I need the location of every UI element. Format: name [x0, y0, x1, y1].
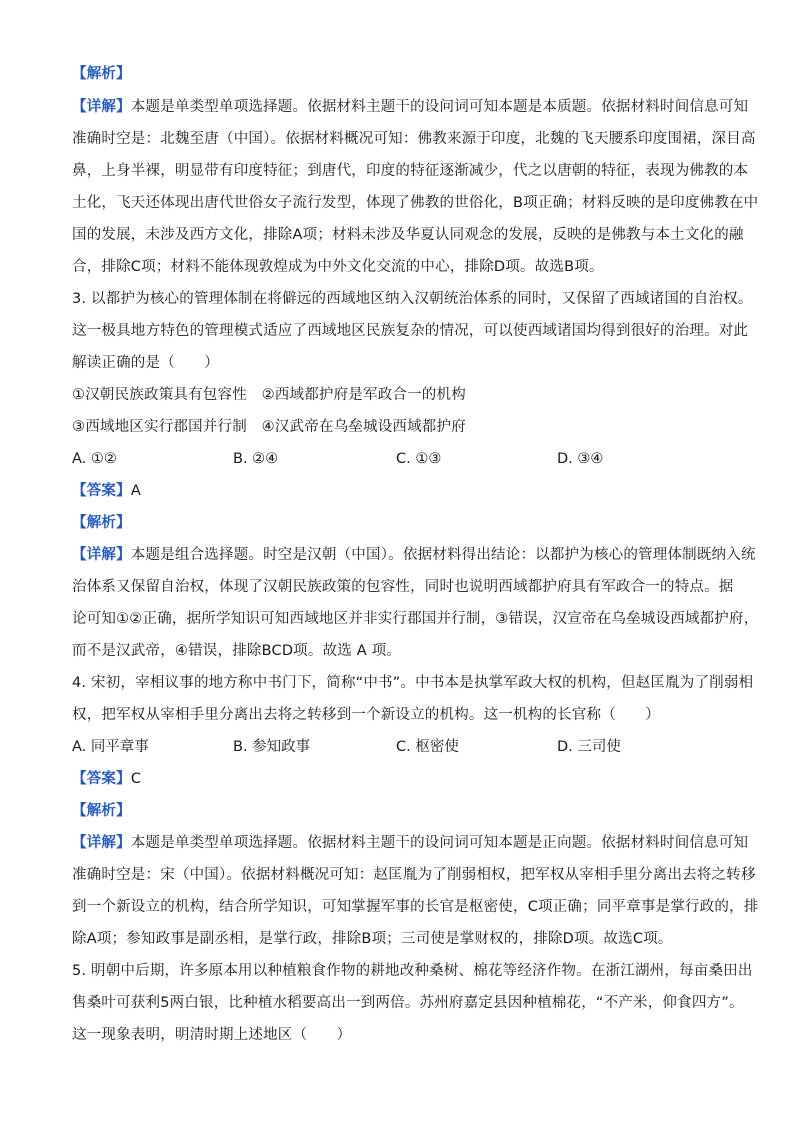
q3-statement-line: ①汉朝民族政策具有包容性 ②西域都护府是军政合一的机构 [72, 387, 466, 403]
q3-detail-text: 本题是组合选择题。时空是汉朝（中国）。依据材料得出结论：以都护为核心的管理体制既纳入统 [130, 547, 756, 563]
q4-detail-line: 除A项；参知政事是副丞相，是掌行政，排除B项；三司使是掌财权的，排除D项。故选C项。 [72, 931, 673, 947]
q3-statement-line: ③西域地区实行郡国并行制 ④汉武帝在乌垒城设西域都护府 [72, 419, 466, 435]
analysis-tag: 【解析】 [72, 803, 131, 819]
q5-stem-line: 5. 明朝中后期，许多原本用以种植粮食作物的耕地改种桑树、棉花等经济作物。在浙江湖州，每亩桑田出 [72, 963, 753, 979]
q3-answer [72, 481, 732, 501]
q4-option-b: B. 参知政事 [233, 739, 311, 755]
q4-option-a: A. 同平章事 [72, 739, 149, 755]
analysis-tag: 【解析】 [72, 515, 131, 531]
q5-stem-line: 售桑叶可获利5两白银，比种植水稻要高出一到两倍。苏州府嘉定县因种植棉花，“不产米，仰食四方”。 [72, 995, 744, 1011]
detail-tag: 【详解】 [72, 99, 131, 115]
q4-analysis-heading [72, 801, 732, 821]
q3-stem-line: 这一极具地方特色的管理模式适应了西域地区民族复杂的情况，可以使西域诸国均得到很好的治理。对此 [72, 323, 749, 339]
q2-detail-line: 鼻，上身半裸，明显带有印度特征；到唐代，印度的特征逐渐减少，代之以唐朝的特征，表现为佛教的本 [72, 163, 749, 179]
q2-detail-line: 准确时空是：北魏至唐（中国）。依据材料概况可知：佛教来源于印度，北魏的飞天腰系印度围裙，深目高 [72, 131, 756, 147]
q4-detail-line [72, 833, 749, 853]
q3-detail-line: 而不是汉武帝，④错误，排除BCD项。故选 A 项。 [72, 643, 402, 659]
q3-option-c: C. ①③ [396, 451, 442, 467]
analysis-heading [72, 64, 732, 84]
analysis-tag: 【解析】 [72, 66, 131, 82]
q3-analysis-heading [72, 513, 732, 533]
q4-option-c: C. 枢密使 [396, 739, 459, 755]
q4-stem-line: 4. 宋初，宰相议事的地方称中书门下，简称“中书”。中书本是执掌军政大权的机构，但赵匡胤为了削弱相 [72, 675, 754, 691]
q3-detail-line: 治体系又保留自治权，体现了汉朝民族政策的包容性，同时也说明西域都护府具有军政合一的特点。据 [72, 579, 734, 595]
q4-stem-line: 权，把军权从宰相手里分离出去将之转移到一个新设立的机构。这一机构的长官称（ ） [72, 707, 660, 723]
q3-stem-line: 解读正确的是（ ） [72, 355, 219, 371]
q3-option-d: D. ③④ [557, 451, 604, 467]
q2-detail-line: 合，排除C项；材料不能体现敦煌成为中外文化交流的中心，排除D项。故选B项。 [72, 259, 604, 275]
q3-detail-line [72, 545, 756, 565]
q3-detail-line: 论可知①②正确，据所学知识可知西域地区并非实行郡国并行制，③错误，汉宣帝在乌垒城设西域都护府， [72, 611, 759, 627]
q2-detail-text: 本题是单类型单项选择题。依据材料主题干的设问词可知本题是本质题。依据材料时间信息可知 [130, 99, 749, 115]
answer-tag: 【答案】 [72, 771, 131, 787]
q3-option-b: B. ②④ [233, 451, 279, 467]
q2-detail-line [72, 97, 749, 117]
q4-detail-line: 到一个新设立的机构，结合所学知识，可知掌握军事的长官是枢密使，C项正确；同平章事是掌行政的，排 [72, 899, 759, 915]
q3-option-a: A. ①② [72, 451, 117, 467]
q3-stem-line: 3. 以都护为核心的管理体制在将僻远的西域地区纳入汉朝统治体系的同时，又保留了西域诸国的自治权。 [72, 291, 753, 307]
answer-tag: 【答案】 [72, 483, 131, 499]
detail-tag: 【详解】 [72, 835, 131, 851]
q4-option-d: D. 三司使 [557, 739, 621, 755]
q3-answer-value: A [130, 483, 141, 499]
q2-detail-line: 国的发展，未涉及西方文化，排除A项；材料未涉及华夏认同观念的发展，反映的是佛教与本土文化的融 [72, 227, 744, 243]
q5-stem-line: 这一现象表明，明清时期上述地区（ ） [72, 1027, 352, 1043]
q4-answer [72, 769, 732, 789]
q4-answer-value: C [130, 771, 142, 787]
q4-detail-text: 本题是单类型单项选择题。依据材料主题干的设问词可知本题是正向题。依据材料时间信息可知 [130, 835, 749, 851]
detail-tag: 【详解】 [72, 547, 131, 563]
q4-detail-line: 准确时空是：宋（中国）。依据材料概况可知：赵匡胤为了削弱相权，把军权从宰相手里分离出去将之转移 [72, 867, 756, 883]
q2-detail-line: 土化，飞天还体现出唐代世俗女子流行发型，体现了佛教的世俗化，B项正确；材料反映的是印度佛教在中 [72, 195, 759, 211]
